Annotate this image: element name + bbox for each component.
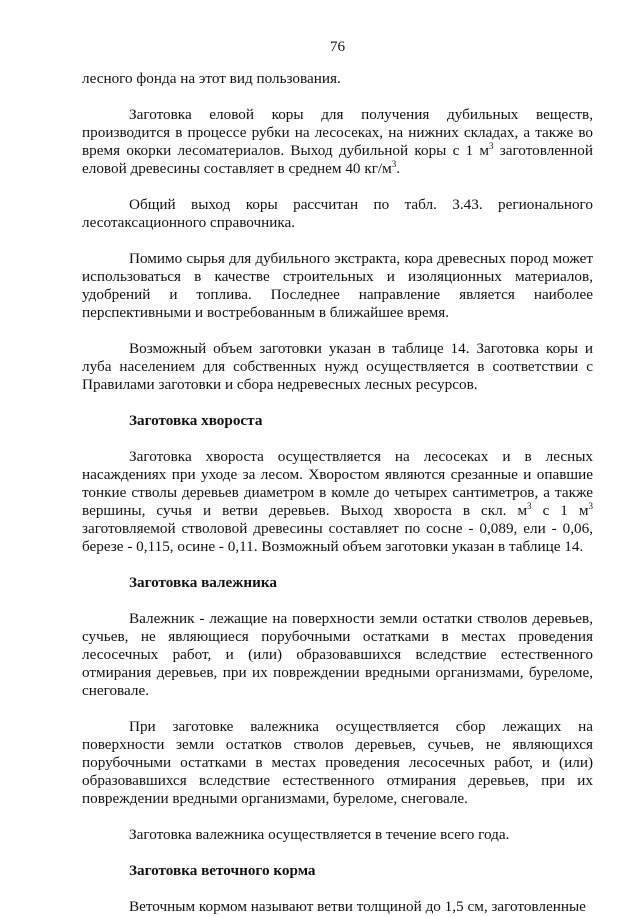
paragraph-bark-uses: Помимо сырья для дубильного экстракта, кора древесных пород может использоваться в качестве строительных и изоляционных материалов, удобрений и топлива. Последнее направление является наиболее перспективными и востребованным в ближайшее время. — [82, 250, 593, 321]
paragraph-bark-volume: Возможный объем заготовки указан в таблице 14. Заготовка коры и луба населением для собственных нужд осуществляется в соответствии с Правилами заготовки и сбора недревесных лесных ресурсов. — [82, 340, 593, 393]
text-span: . — [396, 160, 401, 177]
superscript: 3 — [527, 500, 532, 511]
superscript: 3 — [488, 140, 494, 151]
text-span: с 1 м — [531, 502, 589, 519]
paragraph-deadwood-collection: При заготовке валежника осуществляется сбор лежащих на поверхности земли остатков стволов деревьев, сучьев, не являющихся порубочными остатками в местах проведения лесосечных работ, и (или) образовавшихся вследствие естественного отмирания деревьев, при их повреждении вредными организмами, буреломе, снеговале. — [82, 718, 593, 807]
heading-brushwood: Заготовка хвороста — [129, 412, 263, 429]
paragraph-deadwood-season: Заготовка валежника осуществляется в течение всего года. — [129, 826, 510, 843]
text-span: Заготовка еловой коры для получения дубильных веществ, производится в процессе рубки на лесосеках, на нижних складах, а также во время окорки лесоматериалов. Выход дубильной коры с 1 м — [82, 106, 593, 159]
paragraph-brushwood — [82, 448, 593, 556]
heading-twig-fodder: Заготовка веточного корма — [129, 862, 316, 879]
superscript: 3 — [588, 500, 593, 511]
text-span: заготовленной еловой древесины составляет в среднем 40 кг/м — [82, 142, 593, 177]
paragraph-twig-fodder: Веточным кормом называют ветви толщиной до 1,5 см, заготовленные — [129, 898, 586, 915]
page-number: 76 — [329, 38, 346, 55]
heading-deadwood: Заготовка валежника — [129, 574, 277, 591]
text-span: Заготовка хвороста осуществляется на лесосеках и в лесных насаждениях при уходе за лесом. Хворостом являются срезанные и опавшие тонкие стволы деревьев диаметром в комле до четырех сантиметров, а также вершины, сучья и ветви деревьев. Выход хвороста в скл. м — [82, 448, 593, 519]
text-span: заготовляемой стволовой древесины составляет по сосне - 0,089, ели - 0,06, березе - 0,115, осине - 0,11. Возможный объем заготовки указан в таблице 14. — [82, 520, 593, 555]
superscript: 3 — [391, 158, 397, 169]
paragraph-continuation: лесного фонда на этот вид пользования. — [82, 70, 341, 87]
paragraph-bark-yield: Общий выход коры рассчитан по табл. 3.43. регионального лесотаксационного справочника. — [82, 196, 593, 231]
paragraph-spruce-bark — [82, 106, 593, 178]
paragraph-deadwood-definition: Валежник - лежащие на поверхности земли остатки стволов деревьев, сучьев, не являющиеся порубочными остатками в местах проведения лесосечных работ, и (или) образовавшихся вследствие естественного отмирания деревьев, при их повреждении вредными организмами, буреломе, снеговале. — [82, 610, 593, 699]
